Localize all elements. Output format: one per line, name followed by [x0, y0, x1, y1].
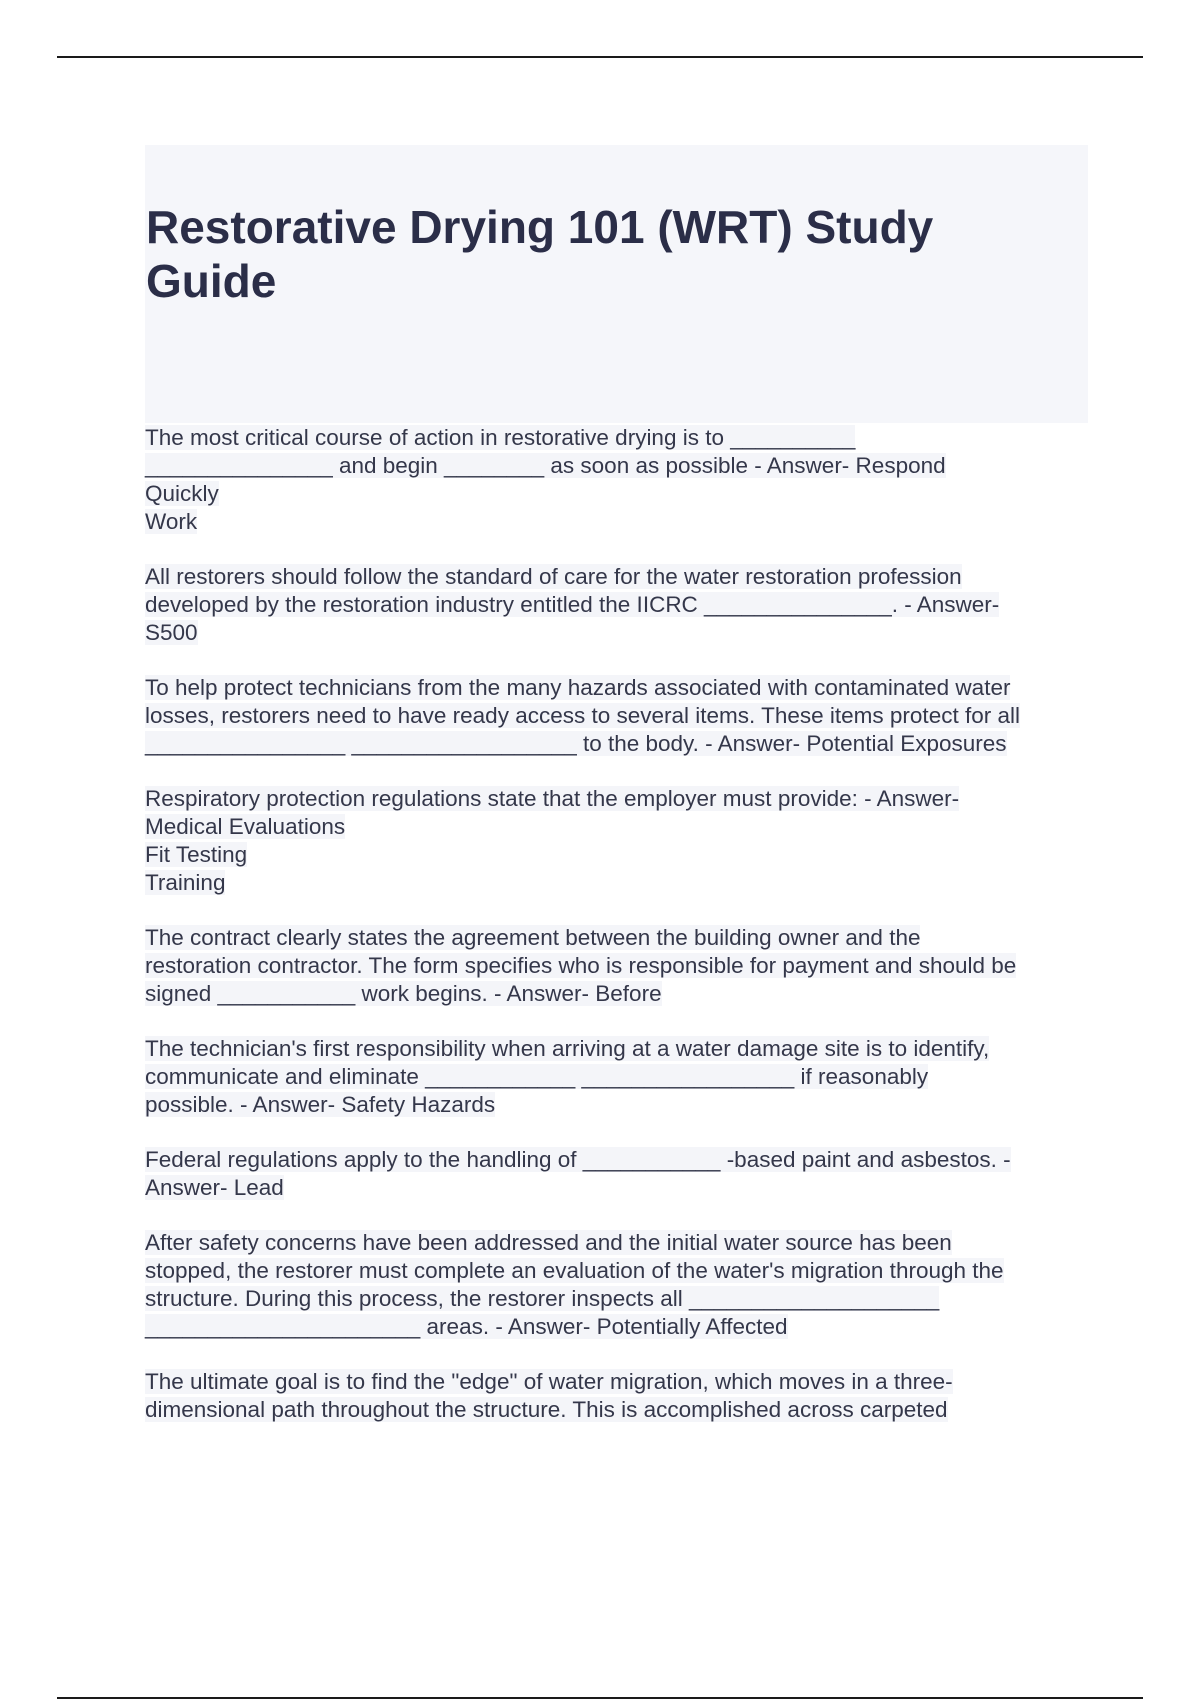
question-line: structure. During this process, the restorer inspects all ____________________ — [145, 1286, 940, 1311]
title-line: Restorative Drying 101 (WRT) Study — [146, 201, 934, 253]
question-item — [145, 924, 1090, 1008]
question-line: restoration contractor. The form specifies who is responsible for payment and should be — [145, 953, 1017, 978]
question-line: The contract clearly states the agreement between the building owner and the — [145, 925, 921, 950]
question-line: stopped, the restorer must complete an evaluation of the water's migration through the — [145, 1258, 1004, 1283]
question-line: The technician's first responsibility when arriving at a water damage site is to identify, — [145, 1036, 990, 1061]
question-line: dimensional path throughout the structure. This is accomplished across carpeted — [145, 1397, 948, 1422]
question-line: After safety concerns have been addressed and the initial water source has been — [145, 1230, 952, 1255]
question-item — [145, 1229, 1090, 1341]
question-line: developed by the restoration industry entitled the IICRC _______________. - Answer- — [145, 592, 1000, 617]
answer-line: Medical Evaluations — [145, 814, 346, 839]
question-line: communicate and eliminate ____________ _________________ if reasonably — [145, 1064, 929, 1089]
answer-line: Training — [145, 870, 226, 895]
question-line: ________________ __________________ to the body. - Answer- Potential Exposures — [145, 731, 1007, 756]
question-line: Respiratory protection regulations state that the employer must provide: - Answer- — [145, 786, 960, 811]
question-list — [145, 424, 1090, 1451]
question-line: ______________________ areas. - Answer- Potentially Affected — [145, 1314, 788, 1339]
question-line: losses, restorers need to have ready access to several items. These items protect for all — [145, 703, 1020, 728]
title-line: Guide — [146, 255, 277, 307]
top-rule — [57, 56, 1143, 58]
answer-line: Quickly — [145, 481, 219, 506]
question-line: Federal regulations apply to the handling of ___________ -based paint and asbestos. - — [145, 1147, 1011, 1172]
question-item — [145, 785, 1090, 897]
question-item — [145, 563, 1090, 647]
question-item — [145, 1368, 1090, 1424]
question-line: The most critical course of action in restorative drying is to __________ — [145, 425, 856, 450]
answer-line: Work — [145, 509, 198, 534]
question-line: _______________ and begin ________ as soon as possible - Answer- Respond — [145, 453, 946, 478]
question-item — [145, 674, 1090, 758]
answer-line: Fit Testing — [145, 842, 248, 867]
question-line: The ultimate goal is to find the "edge" of water migration, which moves in a three- — [145, 1369, 953, 1394]
question-item — [145, 424, 1090, 536]
question-line: To help protect technicians from the many hazards associated with contaminated water — [145, 675, 1011, 700]
document-title — [146, 200, 1046, 308]
question-item — [145, 1146, 1090, 1202]
bottom-rule — [57, 1697, 1143, 1699]
question-line: signed ___________ work begins. - Answer- Before — [145, 981, 662, 1006]
question-line: Answer- Lead — [145, 1175, 284, 1200]
answer-line: S500 — [145, 620, 198, 645]
question-item — [145, 1035, 1090, 1119]
question-line: All restorers should follow the standard of care for the water restoration profession — [145, 564, 962, 589]
question-line: possible. - Answer- Safety Hazards — [145, 1092, 496, 1117]
